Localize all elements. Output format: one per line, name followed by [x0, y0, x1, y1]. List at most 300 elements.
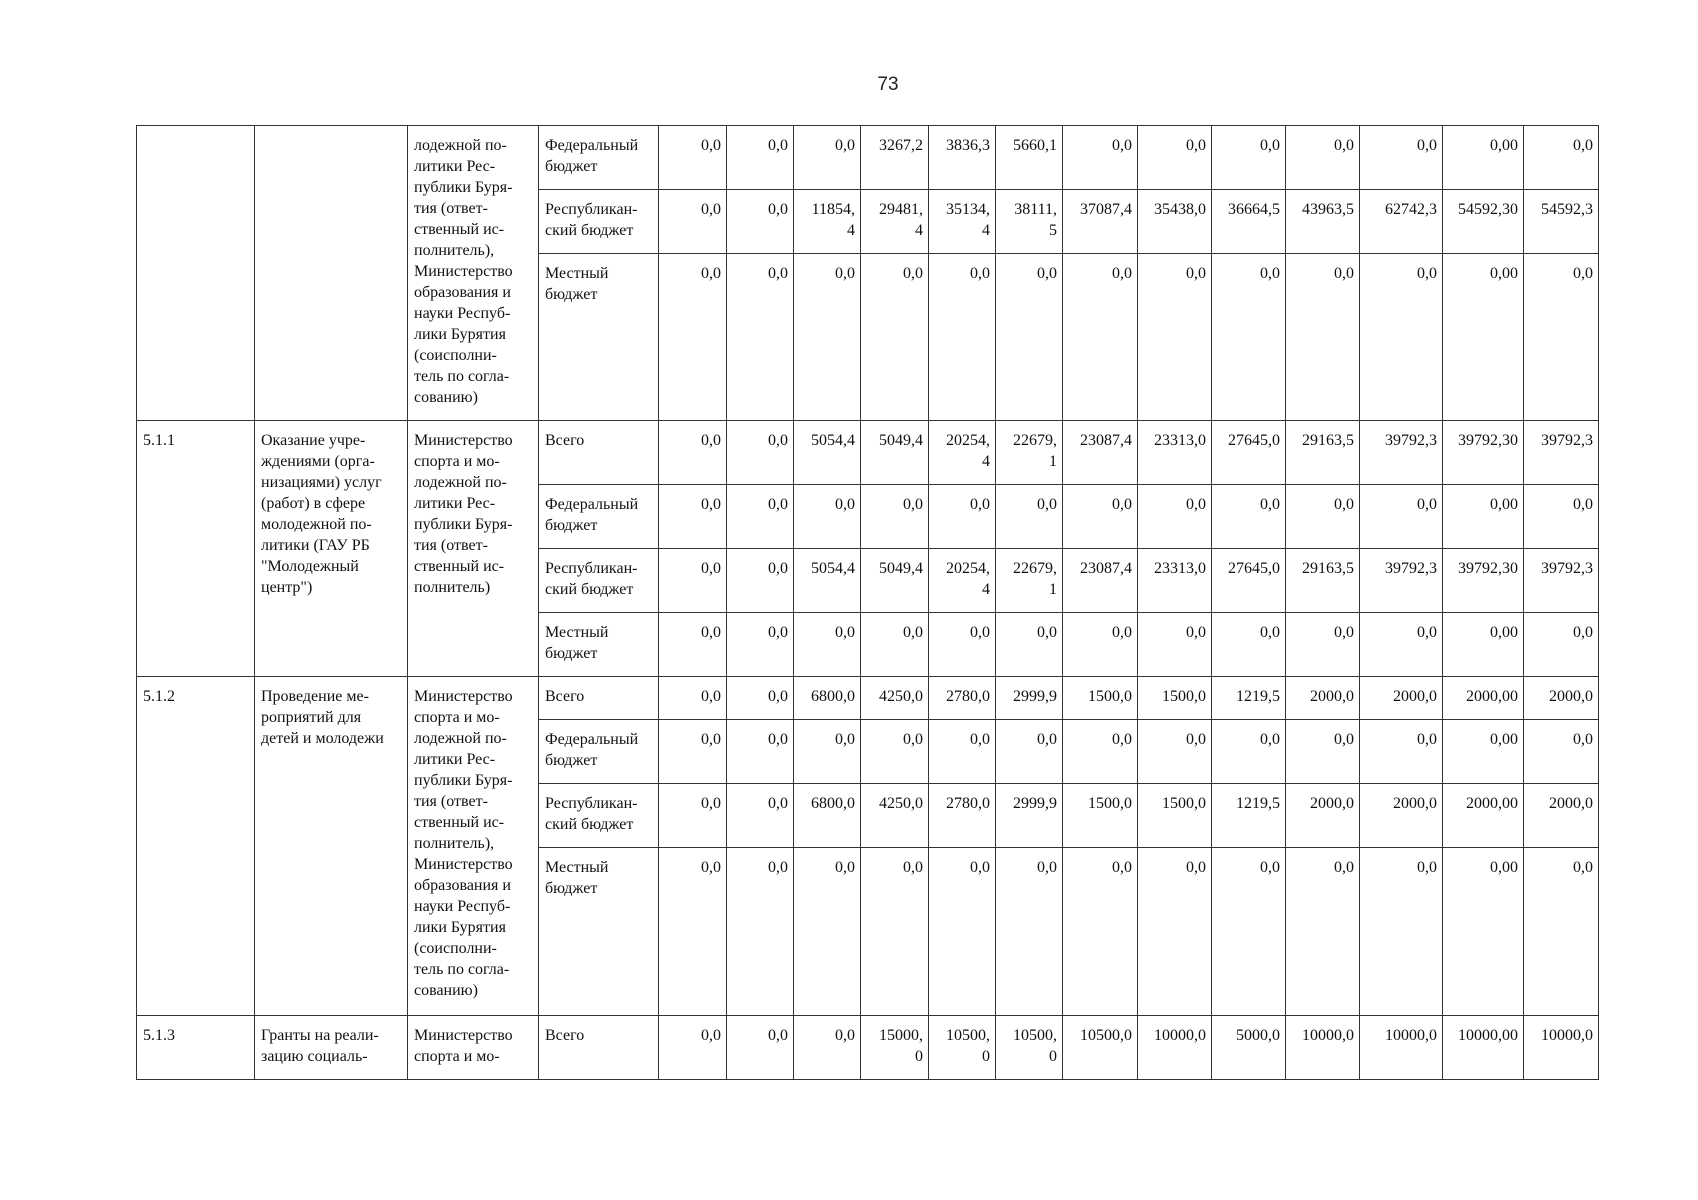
amount-cell: [996, 1016, 1063, 1080]
amount-cell: [727, 190, 794, 254]
amount-value: 0,0: [1260, 624, 1280, 641]
amount-cell: [1524, 784, 1599, 848]
amount-cell: [929, 190, 996, 254]
funding-source-label: Федеральный бюджет: [545, 137, 639, 175]
amount-cell: [727, 784, 794, 848]
amount-value: 23087,4: [1080, 432, 1132, 449]
funding-source-label: Местный бюджет: [545, 624, 609, 662]
amount-value: 0,00: [1490, 137, 1518, 154]
amount-cell: [727, 421, 794, 485]
amount-cell: [1212, 784, 1286, 848]
amount-value: 0,0: [1260, 731, 1280, 748]
amount-cell: [1524, 613, 1599, 677]
measure-name-cell: [255, 677, 408, 1016]
amount-cell: [1063, 848, 1138, 1016]
amount-value: 0,0: [1334, 265, 1354, 282]
table-row: [137, 677, 1599, 720]
amount-cell: [727, 613, 794, 677]
amount-value: 0,0: [1334, 731, 1354, 748]
amount-value: 39792,30: [1458, 560, 1518, 577]
amount-cell: [1360, 848, 1443, 1016]
amount-cell: [727, 254, 794, 421]
amount-value: 0,0: [1112, 731, 1132, 748]
amount-value: 0,0: [903, 859, 923, 876]
amount-value: 39792,3: [1385, 432, 1437, 449]
amount-cell: [1063, 784, 1138, 848]
amount-cell: [1138, 677, 1212, 720]
amount-cell: [1286, 421, 1360, 485]
amount-value: 0,0: [701, 1027, 721, 1044]
amount-value: 0,00: [1490, 859, 1518, 876]
amount-cell: [1443, 848, 1524, 1016]
amount-value: 0,0: [768, 795, 788, 812]
amount-cell: [929, 613, 996, 677]
amount-value: 27645,0: [1228, 560, 1280, 577]
amount-value: 1219,5: [1236, 688, 1280, 705]
amount-cell: [996, 421, 1063, 485]
amount-value: 54592,30: [1458, 201, 1518, 218]
amount-cell: [1212, 126, 1286, 190]
amount-value: 0,0: [1573, 731, 1593, 748]
funding-source-cell: [539, 677, 659, 720]
amount-cell: [659, 784, 727, 848]
amount-value: 0,0: [768, 859, 788, 876]
amount-value: 3267,2: [879, 137, 923, 154]
amount-value: 10000,0: [1541, 1027, 1593, 1044]
amount-value: 37087,4: [1080, 201, 1132, 218]
amount-cell: [1360, 126, 1443, 190]
amount-cell: [1524, 720, 1599, 784]
amount-cell: [1212, 613, 1286, 677]
amount-value: 0,0: [701, 496, 721, 513]
amount-value: 0,0: [1112, 496, 1132, 513]
amount-cell: [659, 720, 727, 784]
amount-cell: [1212, 485, 1286, 549]
amount-cell: [794, 784, 861, 848]
amount-value: 0,0: [768, 624, 788, 641]
amount-cell: [861, 720, 929, 784]
amount-cell: [1286, 1016, 1360, 1080]
amount-cell: [1063, 677, 1138, 720]
amount-value: 0,0: [768, 201, 788, 218]
amount-cell: [1360, 784, 1443, 848]
amount-value: 0,0: [970, 265, 990, 282]
amount-cell: [996, 254, 1063, 421]
amount-value: 5660,1: [1013, 137, 1057, 154]
amount-cell: [1212, 677, 1286, 720]
amount-value: 0,0: [1037, 731, 1057, 748]
funding-source-label: Республикан- ский бюджет: [545, 795, 638, 833]
amount-cell: [1212, 254, 1286, 421]
amount-value: 2000,0: [1310, 688, 1354, 705]
amount-cell: [861, 613, 929, 677]
amount-cell: [1443, 1016, 1524, 1080]
amount-value: 2000,00: [1466, 688, 1518, 705]
amount-cell: [1524, 421, 1599, 485]
amount-value: 0,0: [835, 265, 855, 282]
amount-value: 22679, 1: [1013, 432, 1057, 470]
amount-value: 62742,3: [1385, 201, 1437, 218]
amount-cell: [1360, 485, 1443, 549]
amount-cell: [1063, 549, 1138, 613]
measure-code-cell-text: 5.1.1: [143, 432, 175, 449]
amount-cell: [1063, 126, 1138, 190]
amount-cell: [1286, 613, 1360, 677]
executor-cell-text: Министерство спорта и мо-: [414, 1027, 513, 1065]
amount-cell: [1286, 126, 1360, 190]
funding-source-cell: [539, 720, 659, 784]
funding-source-cell: [539, 421, 659, 485]
amount-cell: [996, 126, 1063, 190]
amount-value: 4250,0: [879, 795, 923, 812]
amount-cell: [1212, 1016, 1286, 1080]
amount-value: 35134, 4: [946, 201, 990, 239]
amount-cell: [727, 1016, 794, 1080]
amount-value: 0,0: [1417, 624, 1437, 641]
funding-source-cell: [539, 1016, 659, 1080]
amount-value: 0,0: [903, 731, 923, 748]
amount-value: 0,0: [1186, 496, 1206, 513]
amount-cell: [861, 421, 929, 485]
amount-value: 2999,9: [1013, 688, 1057, 705]
amount-value: 0,0: [768, 265, 788, 282]
amount-cell: [996, 190, 1063, 254]
amount-cell: [929, 421, 996, 485]
amount-value: 15000, 0: [879, 1027, 923, 1065]
amount-value: 0,0: [835, 731, 855, 748]
amount-value: 0,0: [768, 731, 788, 748]
funding-source-label: Местный бюджет: [545, 859, 609, 897]
amount-value: 0,0: [768, 137, 788, 154]
amount-cell: [1443, 126, 1524, 190]
amount-value: 10500, 0: [946, 1027, 990, 1065]
amount-value: 0,0: [701, 137, 721, 154]
amount-cell: [1212, 720, 1286, 784]
amount-value: 0,0: [1037, 265, 1057, 282]
amount-value: 0,0: [1417, 265, 1437, 282]
amount-value: 0,0: [1112, 624, 1132, 641]
amount-cell: [1443, 549, 1524, 613]
amount-cell: [1443, 720, 1524, 784]
amount-cell: [1524, 126, 1599, 190]
amount-value: 0,0: [970, 496, 990, 513]
funding-source-label: Федеральный бюджет: [545, 731, 639, 769]
amount-value: 27645,0: [1228, 432, 1280, 449]
amount-value: 36664,5: [1228, 201, 1280, 218]
amount-cell: [659, 485, 727, 549]
amount-cell: [727, 549, 794, 613]
amount-value: 2999,9: [1013, 795, 1057, 812]
amount-cell: [861, 1016, 929, 1080]
amount-value: 35438,0: [1154, 201, 1206, 218]
executor-cell-text: Министерство спорта и мо- лодежной по- литики Рес- публики Буря- тия (ответ- ственный ис- полнитель), Министерство образования и науки Респуб- лики Бурятия (соисполни- тель по согла- сованию): [414, 688, 513, 999]
amount-value: 0,0: [903, 624, 923, 641]
amount-value: 0,0: [1186, 731, 1206, 748]
executor-cell-text: Министерство спорта и мо- лодежной по- литики Рес- публики Буря- тия (ответ- ственный ис- полнитель): [414, 432, 513, 596]
amount-cell: [659, 848, 727, 1016]
amount-value: 11854, 4: [811, 201, 855, 239]
amount-cell: [659, 421, 727, 485]
amount-value: 0,0: [1573, 265, 1593, 282]
amount-cell: [861, 848, 929, 1016]
amount-cell: [659, 677, 727, 720]
amount-value: 0,0: [768, 1027, 788, 1044]
funding-source-cell: [539, 784, 659, 848]
amount-value: 39792,30: [1458, 432, 1518, 449]
amount-value: 0,0: [1186, 624, 1206, 641]
amount-cell: [996, 549, 1063, 613]
amount-cell: [727, 126, 794, 190]
amount-value: 0,00: [1490, 265, 1518, 282]
amount-value: 0,0: [1573, 496, 1593, 513]
amount-value: 54592,3: [1541, 201, 1593, 218]
amount-cell: [929, 677, 996, 720]
amount-cell: [1286, 720, 1360, 784]
amount-cell: [861, 126, 929, 190]
amount-cell: [996, 485, 1063, 549]
measure-name-cell-text: Оказание учре- ждениями (орга- низациями) услуг (работ) в сфере молодежной по- литики (ГАУ РБ "Молодежный центр"): [261, 432, 382, 596]
amount-cell: [861, 254, 929, 421]
amount-value: 39792,3: [1541, 560, 1593, 577]
amount-cell: [1063, 720, 1138, 784]
amount-cell: [929, 784, 996, 848]
amount-value: 38111, 5: [1014, 201, 1057, 239]
amount-value: 0,0: [1573, 859, 1593, 876]
amount-cell: [1138, 720, 1212, 784]
amount-cell: [1063, 254, 1138, 421]
amount-cell: [1360, 190, 1443, 254]
measure-code-cell: [137, 677, 255, 1016]
amount-value: 39792,3: [1385, 560, 1437, 577]
amount-cell: [1524, 848, 1599, 1016]
amount-cell: [1443, 784, 1524, 848]
amount-cell: [659, 1016, 727, 1080]
amount-value: 0,0: [835, 624, 855, 641]
amount-cell: [861, 784, 929, 848]
amount-value: 0,0: [701, 624, 721, 641]
amount-value: 1500,0: [1162, 688, 1206, 705]
amount-value: 0,0: [970, 731, 990, 748]
amount-value: 0,0: [970, 859, 990, 876]
amount-cell: [1138, 613, 1212, 677]
amount-cell: [929, 254, 996, 421]
amount-cell: [1443, 421, 1524, 485]
amount-cell: [1212, 549, 1286, 613]
amount-cell: [1360, 1016, 1443, 1080]
amount-value: 0,0: [1573, 137, 1593, 154]
amount-value: 0,00: [1490, 624, 1518, 641]
executor-cell: [408, 677, 539, 1016]
amount-value: 0,0: [1037, 496, 1057, 513]
amount-cell: [1286, 784, 1360, 848]
amount-value: 0,0: [1186, 859, 1206, 876]
funding-source-label: Республикан- ский бюджет: [545, 201, 638, 239]
amount-value: 0,0: [701, 859, 721, 876]
amount-cell: [1138, 485, 1212, 549]
amount-value: 0,0: [903, 496, 923, 513]
amount-value: 0,0: [1037, 859, 1057, 876]
measure-name-cell: [255, 421, 408, 677]
amount-cell: [1360, 677, 1443, 720]
amount-value: 0,0: [1334, 859, 1354, 876]
table-row: [137, 421, 1599, 485]
amount-cell: [1360, 613, 1443, 677]
table-row: [137, 126, 1599, 190]
amount-value: 2000,0: [1549, 795, 1593, 812]
amount-cell: [659, 549, 727, 613]
amount-value: 0,0: [768, 432, 788, 449]
measure-code-cell: [137, 421, 255, 677]
amount-cell: [929, 848, 996, 1016]
amount-cell: [1524, 254, 1599, 421]
amount-cell: [794, 677, 861, 720]
amount-value: 0,0: [1417, 137, 1437, 154]
amount-cell: [1138, 1016, 1212, 1080]
budget-table-body: [137, 126, 1599, 1080]
amount-cell: [996, 613, 1063, 677]
amount-cell: [1524, 1016, 1599, 1080]
funding-source-cell: [539, 485, 659, 549]
amount-value: 0,0: [903, 265, 923, 282]
amount-cell: [1063, 485, 1138, 549]
amount-value: 0,0: [701, 201, 721, 218]
amount-cell: [1063, 421, 1138, 485]
amount-value: 0,0: [1112, 859, 1132, 876]
amount-value: 0,0: [701, 795, 721, 812]
amount-cell: [794, 126, 861, 190]
amount-value: 1219,5: [1236, 795, 1280, 812]
amount-cell: [1524, 549, 1599, 613]
amount-value: 0,00: [1490, 496, 1518, 513]
amount-cell: [929, 720, 996, 784]
amount-value: 5054,4: [811, 560, 855, 577]
measure-name-cell: [255, 1016, 408, 1080]
funding-source-label: Федеральный бюджет: [545, 496, 639, 534]
amount-value: 0,0: [1417, 496, 1437, 513]
amount-value: 0,0: [701, 731, 721, 748]
amount-cell: [1138, 421, 1212, 485]
amount-cell: [727, 720, 794, 784]
amount-cell: [996, 720, 1063, 784]
amount-cell: [929, 1016, 996, 1080]
amount-value: 0,0: [701, 688, 721, 705]
amount-value: 10000,0: [1154, 1027, 1206, 1044]
amount-cell: [1212, 421, 1286, 485]
amount-value: 6800,0: [811, 688, 855, 705]
measure-name-cell: [255, 126, 408, 421]
amount-value: 2000,00: [1466, 795, 1518, 812]
amount-value: 5049,4: [879, 432, 923, 449]
amount-cell: [794, 421, 861, 485]
funding-source-label: Всего: [545, 432, 585, 449]
executor-cell: [408, 421, 539, 677]
amount-value: 0,0: [1186, 137, 1206, 154]
amount-cell: [1524, 190, 1599, 254]
amount-cell: [727, 677, 794, 720]
funding-source-cell: [539, 190, 659, 254]
amount-cell: [1524, 485, 1599, 549]
measure-code-cell: [137, 126, 255, 421]
amount-cell: [1138, 254, 1212, 421]
amount-cell: [1063, 190, 1138, 254]
amount-value: 5054,4: [811, 432, 855, 449]
funding-source-label: Республикан- ский бюджет: [545, 560, 638, 598]
amount-cell: [1138, 784, 1212, 848]
amount-value: 2780,0: [946, 795, 990, 812]
amount-value: 23313,0: [1154, 560, 1206, 577]
amount-value: 2000,0: [1310, 795, 1354, 812]
page-number: 73: [877, 74, 899, 95]
amount-value: 10000,0: [1385, 1027, 1437, 1044]
amount-value: 0,0: [1334, 624, 1354, 641]
amount-value: 0,0: [1573, 624, 1593, 641]
funding-source-cell: [539, 848, 659, 1016]
amount-value: 43963,5: [1302, 201, 1354, 218]
amount-value: 0,0: [835, 859, 855, 876]
amount-cell: [1063, 613, 1138, 677]
amount-cell: [727, 848, 794, 1016]
amount-cell: [1360, 549, 1443, 613]
table-row: [137, 1016, 1599, 1080]
amount-value: 5049,4: [879, 560, 923, 577]
amount-value: 0,0: [835, 1027, 855, 1044]
amount-cell: [794, 1016, 861, 1080]
amount-cell: [659, 126, 727, 190]
amount-cell: [861, 485, 929, 549]
amount-cell: [1138, 190, 1212, 254]
amount-value: 22679, 1: [1013, 560, 1057, 598]
amount-cell: [794, 720, 861, 784]
amount-value: 0,0: [835, 137, 855, 154]
amount-value: 2780,0: [946, 688, 990, 705]
amount-cell: [861, 677, 929, 720]
amount-cell: [1286, 549, 1360, 613]
amount-cell: [1212, 190, 1286, 254]
amount-cell: [1286, 848, 1360, 1016]
amount-value: 29481, 4: [879, 201, 923, 239]
amount-value: 0,0: [1334, 496, 1354, 513]
executor-cell: [408, 1016, 539, 1080]
amount-cell: [1286, 190, 1360, 254]
amount-value: 20254, 4: [946, 560, 990, 598]
funding-source-cell: [539, 126, 659, 190]
amount-value: 23087,4: [1080, 560, 1132, 577]
amount-cell: [1212, 848, 1286, 1016]
amount-cell: [996, 784, 1063, 848]
amount-cell: [1286, 254, 1360, 421]
amount-value: 0,0: [1037, 624, 1057, 641]
amount-cell: [1286, 485, 1360, 549]
amount-value: 0,00: [1490, 731, 1518, 748]
amount-value: 39792,3: [1541, 432, 1593, 449]
amount-value: 2000,0: [1393, 688, 1437, 705]
amount-cell: [659, 254, 727, 421]
measure-code-cell: [137, 1016, 255, 1080]
amount-value: 0,0: [1260, 496, 1280, 513]
amount-cell: [659, 190, 727, 254]
measure-code-cell-text: 5.1.3: [143, 1027, 175, 1044]
amount-value: 10000,0: [1302, 1027, 1354, 1044]
funding-source-cell: [539, 549, 659, 613]
funding-source-cell: [539, 613, 659, 677]
amount-cell: [1138, 848, 1212, 1016]
amount-value: 5000,0: [1236, 1027, 1280, 1044]
funding-source-cell: [539, 254, 659, 421]
amount-cell: [929, 485, 996, 549]
amount-value: 20254, 4: [946, 432, 990, 470]
amount-value: 0,0: [1112, 265, 1132, 282]
amount-value: 0,0: [701, 432, 721, 449]
